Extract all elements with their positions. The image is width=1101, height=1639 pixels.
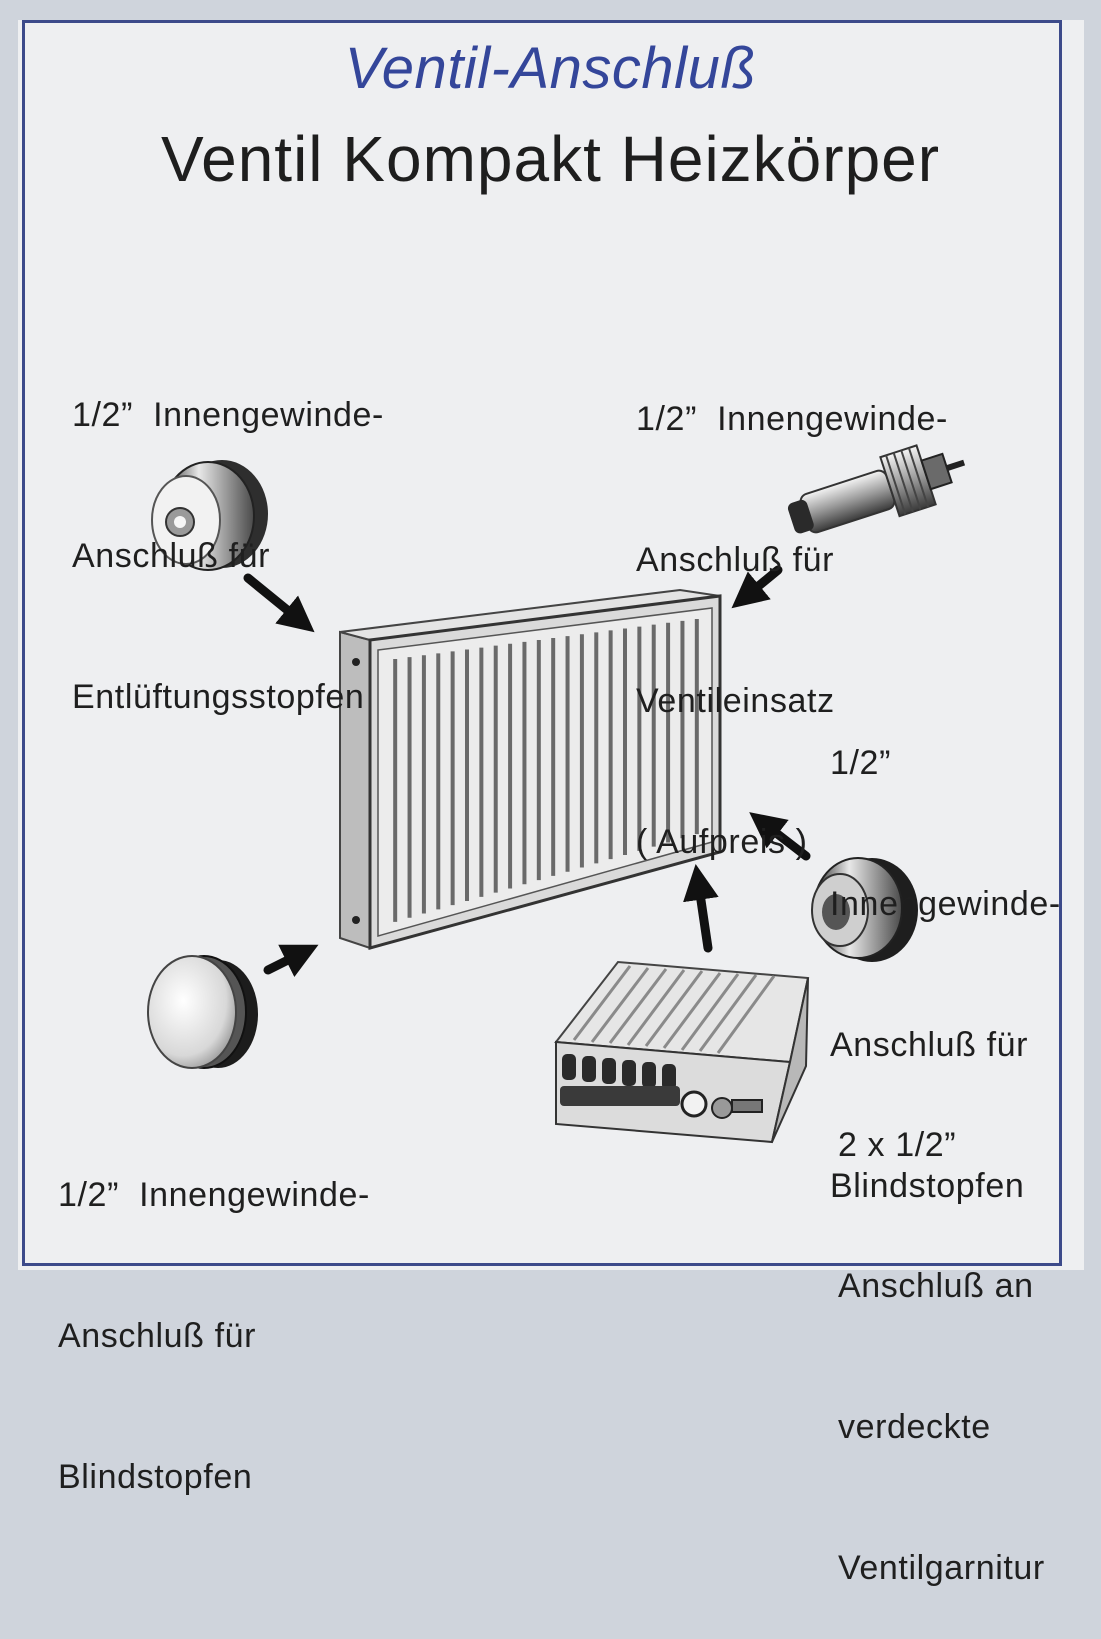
label-line: Blindstopfen [58, 1458, 253, 1496]
label-line: 1/2” Innengewinde- [58, 1176, 370, 1214]
label-line: Anschluß für [72, 537, 271, 575]
label-bottom-left [58, 1078, 370, 1548]
label-line: Anschluß für [830, 1026, 1029, 1064]
label-line: Entlüftungsstopfen [72, 678, 365, 716]
label-line: 1/2” Innengewinde- [72, 396, 384, 434]
label-line: 1/2” [830, 744, 891, 782]
label-line: ( Aufpreis ) [636, 823, 808, 861]
hidden-valve-set-icon [556, 962, 808, 1142]
label-line: Blindstopfen [830, 1167, 1025, 1205]
label-line: verdeckte [838, 1408, 991, 1446]
label-line: Ventileinsatz [636, 682, 835, 720]
label-line: Anschluß für [58, 1317, 257, 1355]
subtitle: Ventil-Anschluß [344, 36, 757, 101]
label-line: Anschluß an [838, 1267, 1034, 1305]
label-line: Innengewinde- [830, 885, 1061, 923]
label-line: Anschluß für [636, 541, 835, 579]
page-title: Ventil Kompakt Heizkörper [160, 123, 941, 195]
label-line: 1/2” Innengewinde- [636, 400, 948, 438]
label-line: 2 x 1/2” [838, 1126, 957, 1164]
label-top-left [72, 298, 384, 768]
label-line: Ventilgarnitur [838, 1549, 1045, 1587]
blind-plug-cap-icon [148, 956, 258, 1068]
label-bottom-right [838, 1028, 1045, 1639]
arrow-bottom-left [268, 952, 304, 970]
